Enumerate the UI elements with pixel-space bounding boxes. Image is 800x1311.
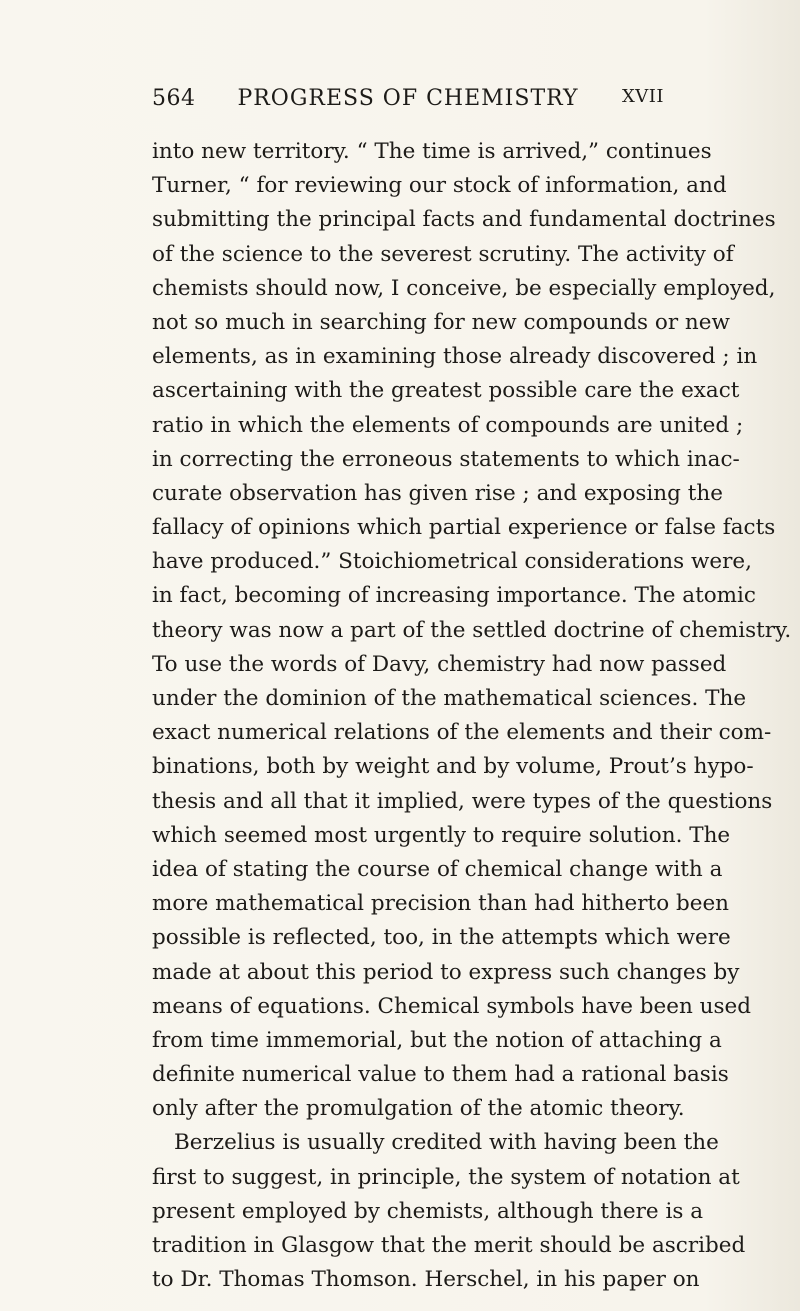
text-line: possible is reflected, too, in the attempts which were [152, 925, 731, 951]
text-line: Turner, “ for reviewing our stock of information, and [152, 173, 727, 199]
text-line: curate observation has given rise ; and exposing the [152, 480, 723, 506]
paragraph-start-line: Berzelius is usually credited with having been the [174, 1130, 719, 1156]
text-line: chemists should now, I conceive, be especially employed, [152, 275, 776, 301]
text-line: more mathematical precision than had hitherto been [152, 891, 730, 917]
text-line: binations, both by weight and by volume, Prout’s hypo- [152, 754, 754, 780]
paragraph-end-line: only after the promulgation of the atomic theory. [152, 1096, 685, 1122]
text-line: in correcting the erroneous statements to which inac- [152, 446, 740, 472]
text-line: definite numerical value to them had a rational basis [152, 1062, 729, 1088]
text-line: in fact, becoming of increasing importance. The atomic [152, 583, 756, 609]
running-title: PROGRESS OF CHEMISTRY [237, 86, 579, 111]
text-line: means of equations. Chemical symbols have been used [152, 993, 752, 1019]
text-line: which seemed most urgently to require solution. The [152, 822, 731, 848]
text-line: to Dr. Thomas Thomson. Herschel, in his paper on [152, 1267, 700, 1293]
text-line: into new territory. “ The time is arrived,” continues [152, 139, 712, 164]
running-head [152, 86, 664, 120]
text-line: have produced.” Stoichiometrical considerations were, [152, 549, 752, 575]
text-line: elements, as in examining those already discovered ; in [152, 344, 758, 370]
text-line: exact numerical relations of the elements and their com- [152, 720, 772, 746]
text-line: present employed by chemists, although there is a [152, 1198, 704, 1224]
page-number: 564 [152, 86, 196, 111]
body-text [152, 135, 792, 1297]
text-line: first to suggest, in principle, the system of notation at [152, 1164, 740, 1190]
text-line: under the dominion of the mathematical sciences. The [152, 686, 747, 711]
text-line: submitting the principal facts and fundamental doctrines [152, 207, 776, 233]
text-line: of the science to the severest scrutiny. The activity of [152, 241, 734, 267]
chapter-numeral: XVII [621, 86, 664, 107]
text-line: tradition in Glasgow that the merit should be ascribed [152, 1233, 746, 1258]
text-line: fallacy of opinions which partial experience or false facts [152, 515, 776, 541]
text-line: thesis and all that it implied, were types of the questions [152, 788, 773, 814]
text-line: theory was now a part of the settled doctrine of chemistry. [152, 617, 792, 643]
text-line: from time immemorial, but the notion of attaching a [152, 1027, 722, 1053]
text-line: idea of stating the course of chemical change with a [152, 856, 723, 882]
text-line: ascertaining with the greatest possible care the exact [152, 378, 740, 404]
text-line: To use the words of Davy, chemistry had now passed [152, 651, 727, 677]
text-line: ratio in which the elements of compounds are united ; [152, 412, 744, 438]
text-line: made at about this period to express such changes by [152, 959, 740, 985]
text-line: not so much in searching for new compounds or new [152, 309, 730, 335]
